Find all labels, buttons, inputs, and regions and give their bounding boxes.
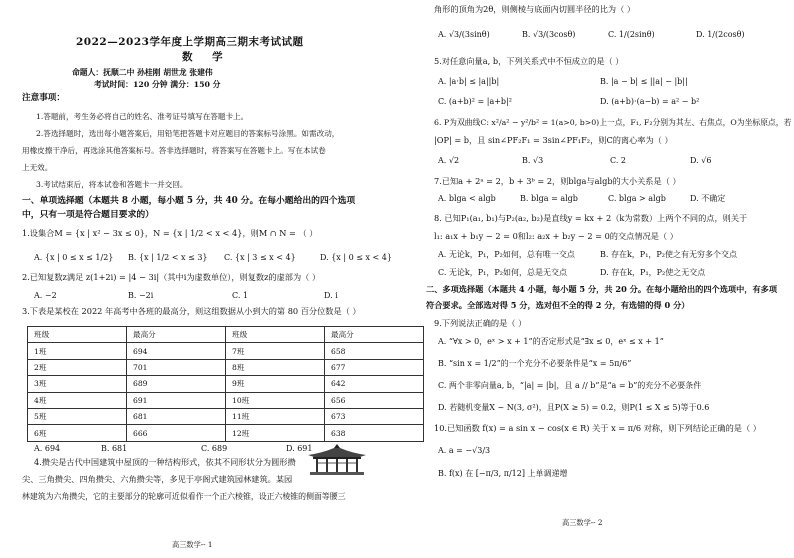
right-page — [420, 0, 794, 558]
q3-option-a: A. 694 — [34, 444, 61, 453]
q10-option-a: A. a = −√3/3 — [438, 446, 491, 455]
q1-option-c: C. {x | 3 ≤ x < 4} — [224, 253, 296, 262]
question-4-continued: 角形的顶角为2θ，则侧棱与底面内切圆半径的比为（ ） — [434, 4, 636, 14]
table-cell: 2班 — [28, 359, 127, 375]
notice-line: 1.答题前，考生务必将自己的姓名、准考证号填写在答题卡上。 — [36, 112, 249, 121]
table-cell: 638 — [325, 425, 424, 441]
table-cell: 6班 — [28, 425, 127, 441]
table-header-cell: 班级 — [28, 327, 127, 343]
table-cell: 11班 — [226, 408, 325, 424]
table-cell: 3班 — [28, 376, 127, 392]
q2-option-b: B. −2i — [128, 291, 154, 300]
pavilion-illustration — [304, 443, 370, 477]
q8-option-b: B. 存在k，P₁，P₂使之有无穷多个交点 — [600, 250, 737, 259]
q6-option-a: A. √2 — [438, 156, 460, 165]
table-cell: 9班 — [226, 376, 325, 392]
notice-line: 3.考试结束后，将本试卷和答题卡一并交回。 — [36, 180, 188, 189]
notice-heading: 注意事项： — [22, 93, 65, 103]
q2-option-c: C. 1 — [232, 291, 249, 300]
q8-option-a: A. 无论k，P₁，P₂如何，总有唯一交点 — [438, 250, 575, 259]
table-cell: 5班 — [28, 408, 127, 424]
q8-option-d: D. 存在k，P₁，P₂使之无交点 — [600, 268, 706, 277]
section-2-heading-cont: 符合要求。全部选对得 5 分，选对但不全的得 2 分，有选错的得 0 分） — [426, 300, 690, 310]
table-row — [28, 392, 424, 408]
question-4-line: 林建筑为六角攒尖，它的主要部分的轮廓可近似看作一个正六棱锥，设正六棱锥的侧面等腰三 — [22, 492, 346, 501]
table-cell: 12班 — [226, 425, 325, 441]
q2-option-a: A. −2 — [34, 291, 57, 300]
question-8-line: 8. 已知P₁(a₁, b₁)与P₂(a₂, b₂)是直线y = kx + 2（k为常数）上两个不同的点，则关于 — [434, 213, 748, 223]
scores-table — [27, 326, 424, 442]
question-6-line: 6. P为双曲线C: x²/a² − y²/b² = 1(a>0, b>0)上一点，F₁, F₂分别为其左、右焦点，O为坐标原点，若 — [434, 118, 792, 127]
q6-option-b: B. √3 — [522, 156, 544, 165]
table-cell: 642 — [325, 376, 424, 392]
table-header-cell: 最高分 — [127, 327, 226, 343]
time-line: 考试时间：120 分钟 满分：150 分 — [94, 80, 221, 89]
question-8-line: l₁: a₁x + b₁y − 2 = 0和l₂: a₂x + b₂y − 2 = 0的交点情况是（ ） — [434, 231, 678, 241]
table-cell: 8班 — [226, 359, 325, 375]
q4-option-b: B. √3/(3cosθ) — [522, 30, 576, 39]
q6-option-d: D. √6 — [690, 156, 712, 165]
table-cell: 658 — [325, 343, 424, 359]
page-2-footer: 高三数学-- 2 — [562, 518, 603, 527]
notice-line: 用橡皮擦干净后，再选涂其他答案标号。答非选择题时，将答案写在答题卡上。写在本试卷 — [22, 146, 326, 155]
question-7: 7.已知a + 2ᵃ = 2，b + 3ᵇ = 2，则blga与algb的大小关系是（ ） — [434, 176, 681, 186]
table-row — [28, 343, 424, 359]
q7-option-b: B. blga = algb — [520, 194, 578, 203]
q1-option-b: B. {x | 1/2 < x ≤ 3} — [128, 253, 208, 262]
q3-option-c: C. 689 — [201, 444, 228, 453]
question-6-line: |OP| = b，且 sin∠PF₂F₁ = 3sin∠PF₁F₂，则C的离心率为（ ） — [434, 135, 673, 145]
q5-option-a: A. |a·b| ≤ |a||b| — [438, 77, 500, 86]
q10-option-b: B. f(x) 在 [−π/3, π/12] 上单调递增 — [438, 469, 568, 478]
table-cell: 10班 — [226, 392, 325, 408]
q4-option-d: D. 1/(2cosθ) — [696, 30, 745, 39]
q3-option-b: B. 681 — [101, 444, 128, 453]
table-header-cell: 班级 — [226, 327, 325, 343]
question-4-line: 尖、三角攒尖、四角攒尖、六角攒尖等，多见于亭阁式建筑园林建筑。某园 — [22, 474, 293, 484]
q2-option-d: D. i — [324, 291, 338, 300]
table-cell: 691 — [127, 392, 226, 408]
q1-option-d: D. {x | 0 ≤ x < 4} — [320, 253, 392, 262]
authors-line: 命题人：抚顺二中 孙桂刚 胡世龙 张建伟 — [72, 68, 213, 77]
q4-option-c: C. 1/(2sinθ) — [608, 30, 655, 39]
question-3: 3.下表是某校在 2022 年高考中各班的最高分，则这组数据从小到大的第 80 百分位数是（ ） — [22, 306, 361, 316]
q9-option-a: A. “∀x > 0，eˣ > x + 1”的否定形式是“∃x ≤ 0，eˣ ≤ x + 1” — [438, 337, 664, 346]
table-cell: 1班 — [28, 343, 127, 359]
question-10: 10.已知函数 f(x) = a sin x − cos(x ∈ R) 关于 x = π/6 对称，则下列结论正确的是（ ） — [434, 423, 761, 433]
table-cell: 677 — [325, 359, 424, 375]
section-1-heading-cont: 中，只有一项是符合题目要求的） — [22, 210, 154, 220]
q5-option-d: D. (a+b)·(a−b) = a² − b² — [600, 97, 700, 106]
table-header-row — [28, 327, 424, 343]
table-cell: 666 — [127, 425, 226, 441]
table-cell: 673 — [325, 408, 424, 424]
notice-line: 2.答选择题时，选出每小题答案后，用铅笔把答题卡对应题目的答案标号涂黑。如需改动， — [36, 129, 340, 138]
table-header-cell: 最高分 — [325, 327, 424, 343]
table-row — [28, 408, 424, 424]
table-cell: 689 — [127, 376, 226, 392]
question-9: 9.下列说法正确的是（ ） — [434, 318, 527, 328]
table-row — [28, 359, 424, 375]
question-5: 5.对任意向量a, b，下列关系式中不恒成立的是（ ） — [434, 56, 624, 66]
q5-option-c: C. (a+b)² = |a+b|² — [438, 97, 512, 106]
exam-subject: 数 学 — [182, 51, 231, 63]
q5-option-b: B. |a − b| ≤ ||a| − |b|| — [600, 77, 688, 86]
q3-option-d: D. 691 — [286, 444, 313, 453]
table-cell: 656 — [325, 392, 424, 408]
q9-option-d: D. 若随机变量X ~ N(3, σ²)，且P(X ≥ 5) = 0.2，则P(1 ≤ X ≤ 5)等于0.6 — [438, 403, 710, 412]
q6-option-c: C. 2 — [610, 156, 627, 165]
q4-option-a: A. √3/(3sinθ) — [438, 30, 490, 39]
question-2: 2.已知复数z满足 z(1+2i) = |4 − 3i|（其中i为虚数单位），则复数z的虚部为（ ） — [22, 272, 321, 282]
table-row — [28, 376, 424, 392]
section-1-heading: 一、单项选择题（本题共 8 小题，每小题 5 分，共 40 分。在每小题给出的四个选项 — [22, 196, 356, 206]
q9-option-c: C. 两个非零向量a, b，“|a| = |b|，且 a // b”是“a = b”的充分不必要条件 — [438, 381, 702, 390]
q9-option-b: B. “sin x = 1/2”的一个充分不必要条件是“x = 5π/6” — [438, 359, 632, 368]
notice-line: 上无效。 — [22, 163, 53, 172]
table-cell: 4班 — [28, 392, 127, 408]
table-cell: 694 — [127, 343, 226, 359]
q7-option-c: C. blga > algb — [608, 194, 666, 203]
page-1-footer: 高三数学-- 1 — [172, 540, 213, 549]
q7-option-d: D. 不确定 — [690, 194, 726, 203]
table-cell: 681 — [127, 408, 226, 424]
q8-option-c: C. 无论k，P₁，P₂如何，总是无交点 — [438, 268, 567, 277]
section-2-heading: 二、多项选择题（本题共 4 小题，每小题 5 分，共 20 分。在每小题给出的四个选项中，有多项 — [426, 284, 778, 294]
question-4-line: 4.攒尖是古代中国建筑中屋顶的一种结构形式，依其不同形状分为圆形攒 — [34, 457, 296, 467]
exam-title: 2022—2023学年度上学期高三期末考试试题 — [76, 36, 304, 48]
table-cell: 701 — [127, 359, 226, 375]
table-cell: 7班 — [226, 343, 325, 359]
table-row — [28, 425, 424, 441]
q1-option-a: A. {x | 0 ≤ x ≤ 1/2} — [34, 253, 114, 262]
q7-option-a: A. blga < algb — [438, 194, 496, 203]
question-1: 1.设集合M = {x | x² − 3x ≤ 0}，N = {x | 1/2 < x < 4}，则M ∩ N = （ ） — [22, 228, 318, 238]
